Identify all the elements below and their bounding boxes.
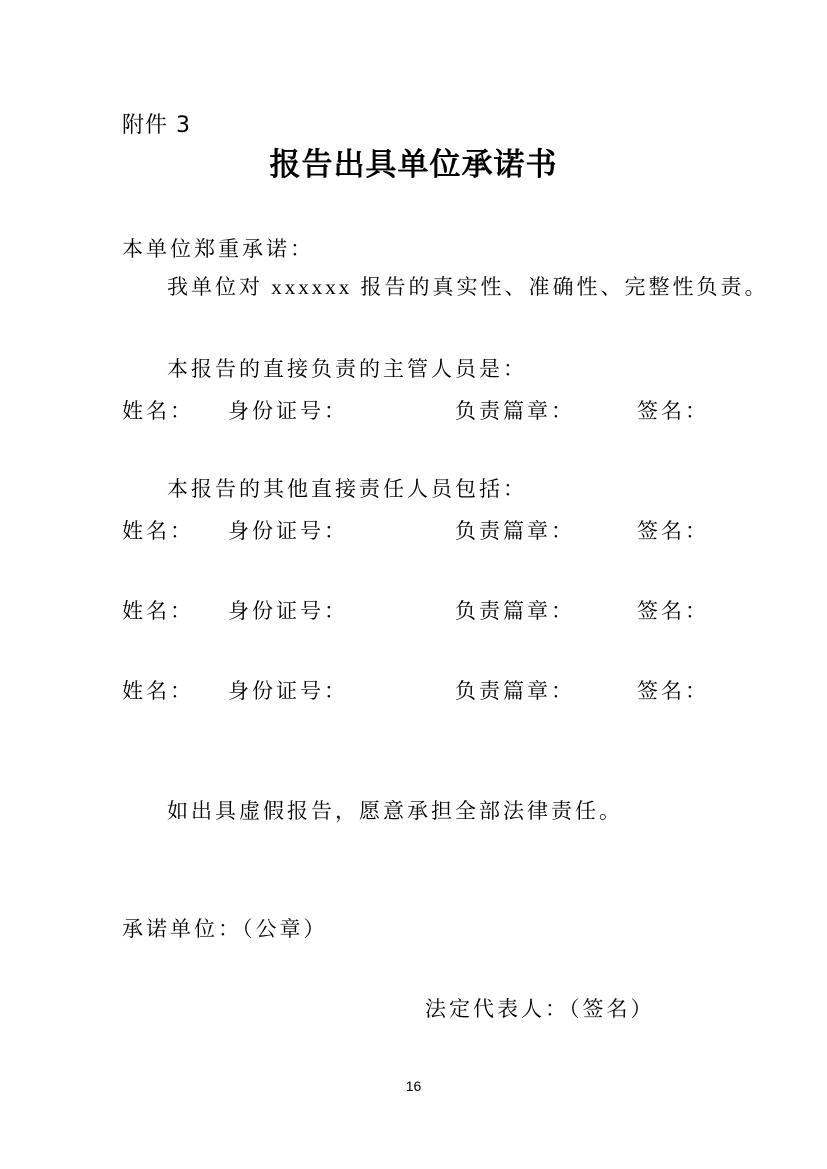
responsible-chapter-label: 负责篇章：: [455, 399, 575, 423]
signature-label: 签名：: [637, 519, 709, 543]
signature-label: 签名：: [637, 679, 709, 703]
name-label: 姓名：: [122, 519, 194, 543]
signature-label: 签名：: [637, 399, 709, 423]
id-number-label: 身份证号：: [228, 599, 348, 623]
signatory-row-other-2: [122, 595, 762, 625]
page-number: 16: [405, 1078, 422, 1094]
pledge-intro: 本单位郑重承诺：: [122, 237, 314, 261]
document-title: 报告出具单位承诺书: [269, 147, 558, 183]
signature-label: 签名：: [637, 599, 709, 623]
others-section-intro: 本报告的其他直接责任人员包括：: [167, 477, 527, 501]
responsible-chapter-label: 负责篇章：: [455, 519, 575, 543]
legal-representative-line: 法定代表人：（签名）: [425, 997, 655, 1021]
id-number-label: 身份证号：: [228, 519, 348, 543]
id-number-label: 身份证号：: [228, 679, 348, 703]
signatory-row-supervisor: [122, 395, 762, 425]
responsible-chapter-label: 负责篇章：: [455, 679, 575, 703]
attachment-label: 附件 3: [122, 113, 191, 138]
name-label: 姓名：: [122, 599, 194, 623]
signatory-row-other-3: [122, 675, 762, 705]
name-label: 姓名：: [122, 679, 194, 703]
id-number-label: 身份证号：: [228, 399, 348, 423]
supervisor-section-intro: 本报告的直接负责的主管人员是：: [167, 357, 527, 381]
name-label: 姓名：: [122, 399, 194, 423]
responsible-chapter-label: 负责篇章：: [455, 599, 575, 623]
pledge-statement: 我单位对 xxxxxx 报告的真实性、准确性、完整性负责。: [167, 275, 769, 299]
signatory-row-other-1: [122, 515, 762, 545]
liability-statement: 如出具虚假报告，愿意承担全部法律责任。: [167, 799, 623, 823]
unit-seal-line: 承诺单位：（公章）: [122, 917, 328, 941]
